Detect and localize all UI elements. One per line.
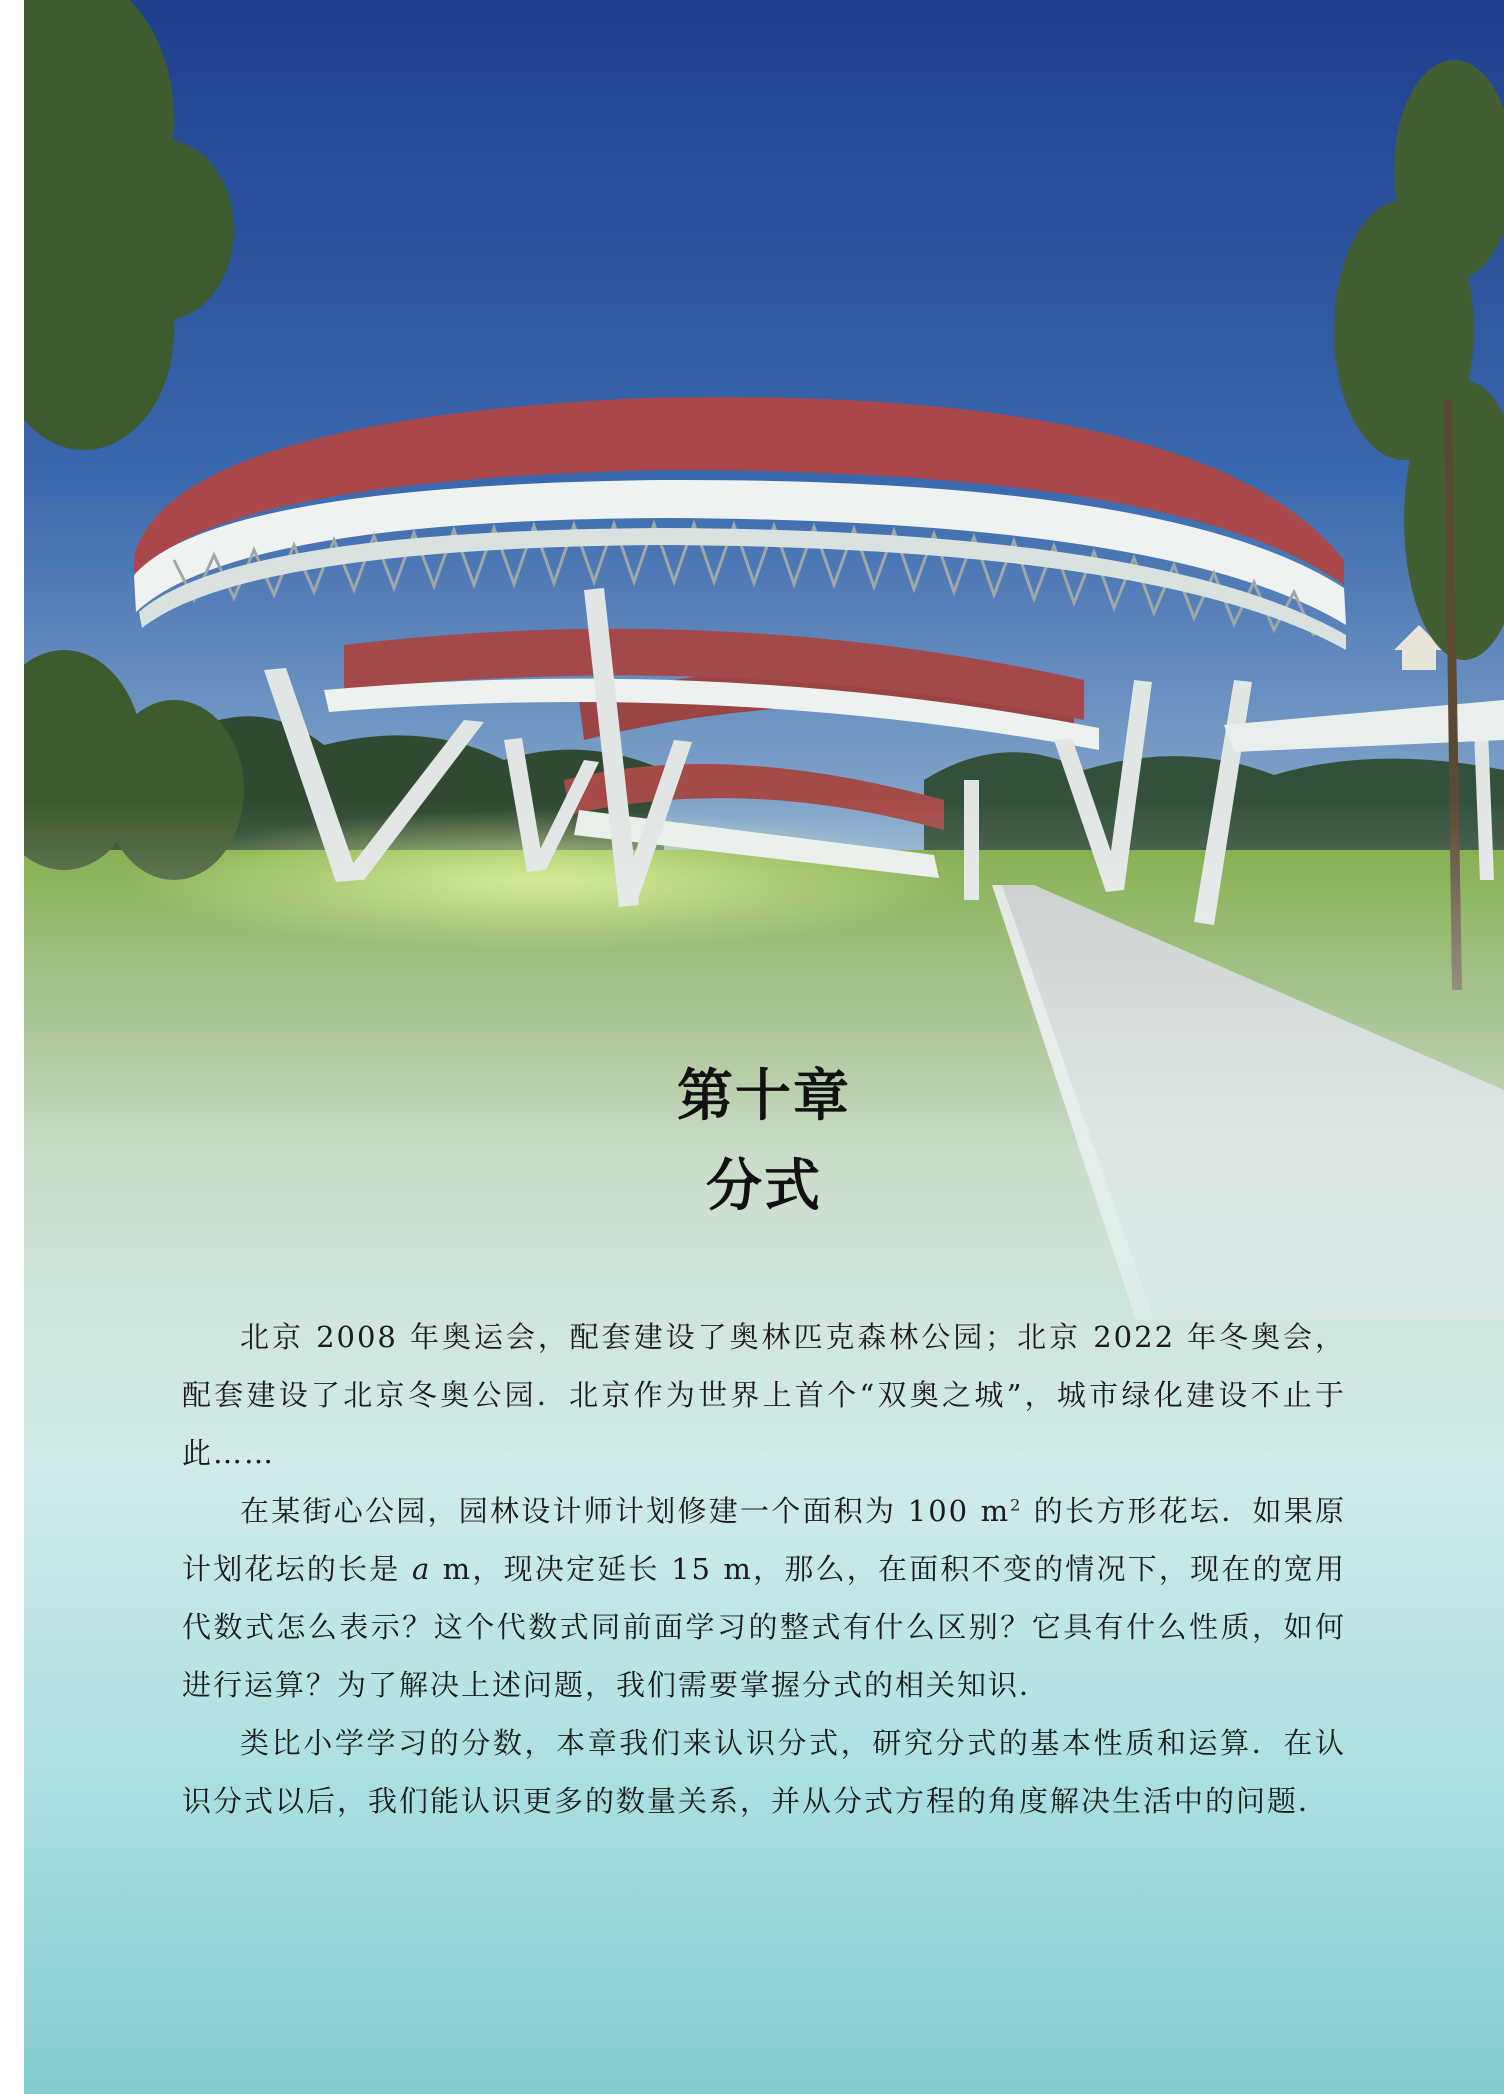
variable-a: a [411, 1552, 432, 1586]
intro-paragraph-1: 北京 2008 年奥运会，配套建设了奥林匹克森林公园；北京 2022 年冬奥会，配套建设了北京冬奥公园．北京作为世界上首个“双奥之城”，城市绿化建设不止于此…… [182, 1320, 1346, 1470]
intro-p2-part-c: m，现决定延长 15 m，那么，在面积不变的情况下，现在的宽用代数式怎么表示？这个代数式同前面学习的整式有什么区别？它具有什么性质，如何进行运算？为了解决上述问题，我们需要掌握分式的相关知识． [182, 1552, 1346, 1702]
textbook-page [24, 0, 1504, 2094]
intro-p2-part-a: 在某街心公园，园林设计师计划修建一个面积为 100 m [240, 1494, 1011, 1528]
intro-paragraph-3: 类比小学学习的分数，本章我们来认识分式，研究分式的基本性质和运算．在认识分式以后，我们能认识更多的数量关系，并从分式方程的角度解决生活中的问题． [182, 1726, 1346, 1818]
area-exponent: 2 [1010, 1495, 1023, 1515]
chapter-title: 分式 [706, 1154, 822, 1219]
intro-paragraph-2 [182, 1482, 1346, 1714]
chapter-intro [182, 1308, 1346, 1830]
chapter-number: 第十章 [677, 1064, 851, 1129]
intro-p2-part-b: 的长方形花坛．如果原计划花坛的长是 [182, 1494, 1346, 1586]
